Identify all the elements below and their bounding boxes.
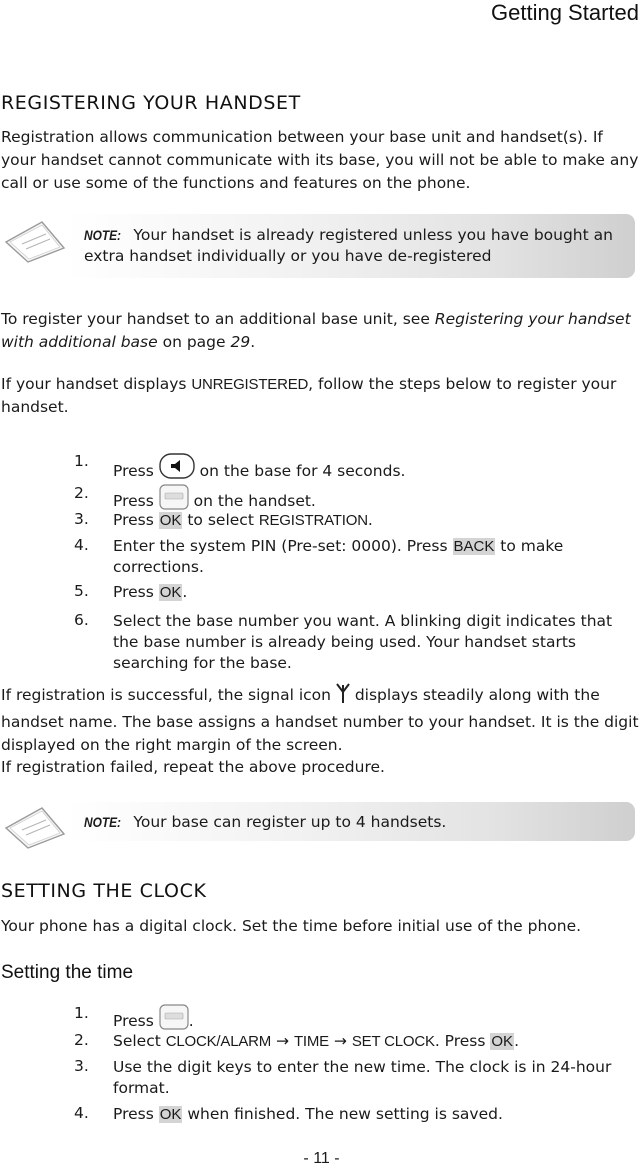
subheading-setting-time: Setting the time (1, 962, 134, 983)
menu-path-time: TIME (293, 1033, 329, 1050)
note-label: NOTE: (84, 814, 122, 830)
registration-intro: Registration allows communication between your base unit and handset(s). If your handset cannot communicate with its base, you will not be able to make any call or use some of the functions and features on the phone. (1, 128, 639, 192)
note-box (66, 214, 635, 278)
arrow-icon: → (333, 1032, 347, 1050)
list-item: Use the digit keys to enter the new time. The clock is in 24-hour format. (113, 1058, 612, 1097)
note-icon (2, 804, 68, 854)
signal-antenna-icon (336, 682, 350, 711)
note-label: NOTE: (84, 227, 122, 243)
failed-paragraph: If registration failed, repeat the above procedure. (1, 758, 385, 776)
section-title: Getting Started (491, 0, 639, 25)
menu-path-set-clock: SET CLOCK (351, 1033, 435, 1050)
ok-key-label: OK (159, 1106, 182, 1123)
page-button-icon (159, 452, 195, 486)
list-item: Select the base number you want. A blinking digit indicates that the base number is already being used. Your handset starts searching for the base. (113, 612, 613, 672)
clock-steps: 1. Press . 2. Select CLOCK/ALARM → TIME → SET CLOCK. Press OK. 3. Use the digit keys to enter the new time. The clock is in 24-hour format. 4. Press OK when finished. The new setting is saved. (74, 1000, 634, 1150)
ok-key-label: OK (159, 512, 182, 529)
list-item: Press OK to select REGISTRATION. (113, 511, 373, 529)
arrow-icon: → (276, 1032, 290, 1050)
list-item: Press OK. (113, 583, 188, 601)
note-text: Your handset is already registered unless you have bought an extra handset individually or you have de-registered (84, 226, 613, 265)
ok-key-label: OK (491, 1033, 514, 1050)
unregistered-keyword: UNREGISTERED (191, 376, 309, 393)
clock-intro: Your phone has a digital clock. Set the time before initial use of the phone. (1, 917, 582, 935)
list-item: Press OK when finished. The new setting is saved. (113, 1105, 503, 1123)
note-icon (2, 218, 68, 268)
heading-registering: REGISTERING YOUR HANDSET (1, 92, 301, 114)
list-item: Press . (113, 1004, 634, 1036)
list-item: Select CLOCK/ALARM → TIME → SET CLOCK. Press OK. (113, 1032, 520, 1050)
menu-path-clock-alarm: CLOCK/ALARM (165, 1033, 272, 1050)
page-number: - 11 - (303, 1150, 340, 1167)
success-paragraph: If registration is successful, the signal icon displays steadily along with the handset name. The base assigns a handset number to your handset. It is the digit displayed on the right margin of the screen. (1, 682, 641, 757)
list-item: Enter the system PIN (Pre-set: 0000). Press BACK to make corrections. (113, 537, 564, 576)
ok-key-label: OK (159, 584, 182, 601)
note-text: Your base can register up to 4 handsets. (133, 813, 447, 831)
heading-setting-clock: SETTING THE CLOCK (1, 880, 207, 902)
note-box (66, 802, 635, 841)
back-key-label: BACK (453, 538, 495, 555)
additional-base-paragraph: To register your handset to an additional base unit, see Registering your handset with additional base on page 29. (1, 310, 631, 351)
unregistered-paragraph: If your handset displays UNREGISTERED, follow the steps below to register your handset. (1, 375, 617, 416)
page-reference: 29 (230, 333, 251, 351)
list-item: Press on the handset. (113, 484, 634, 516)
registration-keyword: REGISTRATION (258, 512, 368, 529)
cross-reference-link: Registering your handset with additional base (1, 310, 631, 351)
list-item: Press on the base for 4 seconds. (113, 452, 634, 486)
registration-steps: 1. Press on the base for 4 seconds. 2. Press on the handset. 3. Press OK to select REGISTRATION. 4. Enter the system PIN (Pre-set: 0000). Press BACK to make corrections. 5. Press OK. 6. Select the base number you want. A blinking digit indicates that the base number is already being used. Your handset starts searching for the base. (74, 448, 634, 678)
